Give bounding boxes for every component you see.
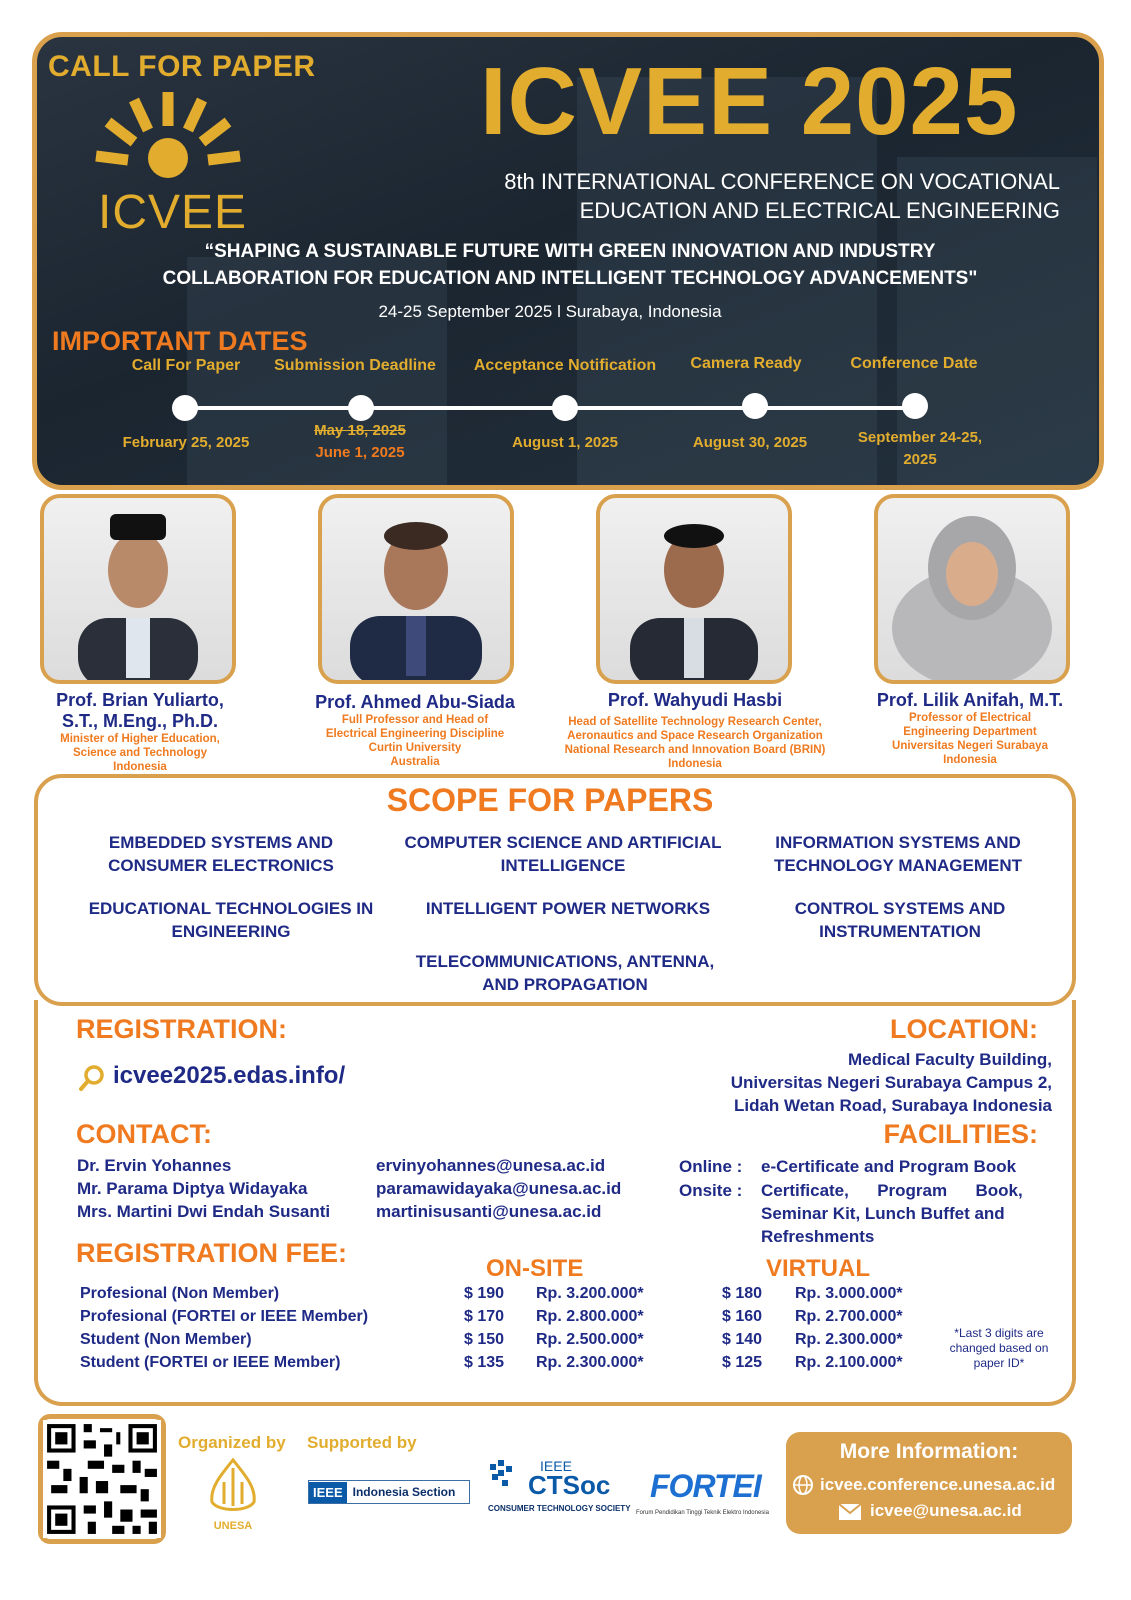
scope-item [390, 831, 736, 877]
contact-name: Mr. Parama Diptya Widayaka [77, 1179, 308, 1198]
fee-value: $ 190 [464, 1285, 505, 1302]
ctsoc-logo-icon [488, 1458, 528, 1494]
speaker-photo [40, 494, 236, 684]
scope-item-line: EDUCATIONAL TECHNOLOGIES IN [88, 899, 374, 918]
timeline-date-line: 2025 [903, 451, 937, 468]
speaker-name: Prof. Ahmed Abu-Siada [315, 692, 515, 712]
speaker-name: Prof. Brian Yuliarto, [56, 690, 224, 710]
speaker-role: Aeronautics and Space Research Organization [567, 730, 823, 742]
timeline-date: February 25, 2025 [122, 434, 250, 451]
speaker-role: Science and Technology [73, 747, 207, 759]
theme-line: “SHAPING A SUSTAINABLE FUTURE WITH GREEN INNOVATION AND INDUSTRY [204, 241, 936, 262]
scope-item-line: INFORMATION SYSTEMS AND [775, 833, 1021, 852]
scope-item-line: CONSUMER ELECTRONICS [108, 856, 334, 875]
important-dates-heading: IMPORTANT DATES [52, 326, 308, 356]
address-line: Lidah Wetan Road, Surabaya Indonesia [733, 1096, 1052, 1115]
fee-note-line: paper ID* [973, 1356, 1025, 1370]
facility-line: Certificate, Program Book, [761, 1181, 1023, 1200]
ieee-mark: IEEE [309, 1482, 347, 1503]
website-link[interactable]: icvee.conference.unesa.ac.id [820, 1475, 1056, 1494]
fee-value: $ 135 [464, 1354, 505, 1371]
timeline-label: Camera Ready [690, 355, 802, 372]
fee-virtual-usd [722, 1282, 762, 1374]
fee-category: Profesional (FORTEI or IEEE Member) [80, 1308, 369, 1325]
facility-online-value: e-Certificate and Program Book [761, 1157, 1017, 1176]
speaker-role: Electrical Engineering Discipline [325, 728, 505, 740]
speaker-role: Indonesia [943, 754, 997, 766]
scope-item [66, 897, 396, 943]
icvee-logo-text: ICVEE [98, 186, 248, 239]
timeline-date-line: September 24-25, [857, 429, 983, 446]
contact-emails [376, 1154, 621, 1223]
facility-line: Seminar Kit, Lunch Buffet and [761, 1204, 1005, 1223]
scope-item [735, 897, 1065, 943]
timeline-label: Conference Date [850, 355, 978, 372]
fee-value: Rp. 2.500.000* [536, 1331, 644, 1348]
onsite-heading: ON-SITE [486, 1255, 584, 1282]
fee-virtual-idr [795, 1282, 903, 1374]
facility-line: Refreshments [761, 1227, 875, 1246]
ctsoc-name: CTSoc [528, 1470, 611, 1500]
speaker-role: Professor of Electrical [908, 712, 1032, 724]
timeline-date: August 30, 2025 [692, 434, 808, 451]
fee-category: Student (Non Member) [80, 1331, 252, 1348]
facility-onsite-value [761, 1179, 1053, 1248]
organized-by-label: Organized by [178, 1433, 286, 1452]
speaker-role: Curtin University [368, 742, 462, 754]
contact-email[interactable]: martinisusanti@unesa.ac.id [376, 1202, 602, 1221]
contact-name: Mrs. Martini Dwi Endah Susanti [77, 1202, 331, 1221]
unesa-logo-icon [200, 1456, 266, 1518]
fee-note-line: *Last 3 digits are [954, 1326, 1044, 1340]
speaker-role: Universitas Negeri Surabaya [892, 740, 1048, 752]
speaker-role: Indonesia [113, 761, 167, 773]
fee-value: Rp. 2.800.000* [536, 1308, 644, 1325]
unesa-logo-text: UNESA [213, 1520, 253, 1532]
scope-item-line: AND PROPAGATION [482, 975, 648, 994]
call-for-paper: CALL FOR PAPER [48, 50, 316, 83]
subtitle-line: EDUCATION AND ELECTRICAL ENGINEERING [579, 198, 1060, 223]
timeline-date-old: May 18, 2025 [314, 422, 406, 439]
search-icon [78, 1064, 106, 1092]
speaker-role: Head of Satellite Technology Research Center, [568, 716, 822, 728]
registration-link[interactable]: icvee2025.edas.info/ [113, 1062, 346, 1089]
speaker-card [290, 692, 540, 769]
facility-onsite-label: Onsite : [679, 1181, 743, 1200]
ctsoc-subtitle: CONSUMER TECHNOLOGY SOCIETY [488, 1504, 631, 1513]
fortei-logo: FORTEI [650, 1468, 761, 1504]
scope-item-line: EMBEDDED SYSTEMS AND [108, 833, 334, 852]
contact-heading: CONTACT: [76, 1119, 212, 1149]
fee-value: $ 170 [464, 1308, 505, 1325]
speaker-role: Australia [390, 756, 440, 768]
date-location: 24-25 September 2025 l Surabaya, Indonesia [378, 302, 722, 321]
scope-item-line: COMPUTER SCIENCE AND ARTIFICIAL [404, 833, 722, 852]
scope-item-line: TELECOMMUNICATIONS, ANTENNA, [415, 952, 715, 971]
timeline-date: August 1, 2025 [512, 434, 618, 451]
timeline-label: Call For Paper [131, 357, 241, 374]
timeline-line [185, 406, 915, 410]
fee-onsite-usd [464, 1282, 504, 1374]
fee-value: Rp. 2.300.000* [795, 1331, 903, 1348]
scope-item-line: INSTRUMENTATION [819, 922, 981, 941]
fee-value: Rp. 2.300.000* [536, 1354, 644, 1371]
conference-subtitle [420, 167, 1060, 225]
qr-code-icon [43, 1419, 161, 1539]
timeline-date-new: June 1, 2025 [315, 444, 405, 461]
speaker-silhouette-icon [322, 498, 510, 680]
fee-note [936, 1326, 1062, 1371]
registration-fee-heading: REGISTRATION FEE: [76, 1238, 348, 1268]
theme-line: COLLABORATION FOR EDUCATION AND INTELLIGENT TECHNOLOGY ADVANCEMENTS" [162, 268, 978, 289]
scope-title: SCOPE FOR PAPERS [386, 782, 714, 818]
timeline-label: Submission Deadline [274, 357, 436, 374]
contact-name: Dr. Ervin Yohannes [77, 1156, 232, 1175]
icvee-sun-logo-icon [90, 88, 250, 192]
virtual-heading: VIRTUAL [766, 1255, 870, 1282]
globe-icon [792, 1474, 814, 1496]
fee-value: $ 140 [722, 1331, 763, 1348]
timeline-dot [902, 393, 928, 419]
speaker-role: Minister of Higher Education, [60, 733, 220, 745]
contact-email[interactable]: ervinyohannes@unesa.ac.id [376, 1156, 606, 1175]
speaker-silhouette-icon [44, 498, 232, 680]
speaker-card [20, 690, 260, 774]
location-heading: LOCATION: [890, 1014, 1038, 1044]
qr-code[interactable] [38, 1414, 166, 1544]
email-icon [838, 1503, 862, 1521]
supported-by-label: Supported by [307, 1433, 417, 1452]
speaker-role: Full Professor and Head of [341, 714, 489, 726]
registration-heading: REGISTRATION: [76, 1014, 287, 1044]
timeline-dot [552, 395, 578, 421]
fee-value: $ 125 [722, 1354, 763, 1371]
facility-online-label: Online : [679, 1157, 743, 1176]
speaker-role: Engineering Department [903, 726, 1037, 738]
timeline-label: Acceptance Notification [473, 357, 657, 374]
contact-names [77, 1154, 330, 1223]
speaker-name: S.T., M.Eng., Ph.D. [61, 711, 218, 731]
speaker-photo [874, 494, 1070, 684]
timeline-dot [348, 395, 374, 421]
scope-item [400, 950, 730, 996]
speaker-role: National Research and Innovation Board (BRIN) [564, 744, 826, 756]
email-link[interactable]: icvee@unesa.ac.id [870, 1501, 1022, 1520]
location-address [660, 1048, 1052, 1117]
timeline-date [250, 420, 470, 464]
scope-item-line: ENGINEERING [171, 922, 291, 941]
contact-email[interactable]: paramawidayaka@unesa.ac.id [376, 1179, 622, 1198]
fee-value: $ 150 [464, 1331, 505, 1348]
fee-value: Rp. 2.100.000* [795, 1354, 903, 1371]
fee-categories [80, 1282, 368, 1374]
more-info-heading: More Information: [839, 1440, 1019, 1463]
fee-note-line: changed based on [949, 1341, 1049, 1355]
subtitle-line: 8th INTERNATIONAL CONFERENCE ON VOCATIONAL [504, 169, 1060, 194]
page-title: ICVEE 2025 [480, 48, 1019, 155]
fee-value: Rp. 3.000.000* [795, 1285, 903, 1302]
ctsoc-ieee: IEEE [540, 1458, 572, 1474]
speaker-silhouette-icon [878, 498, 1066, 680]
ieee-section-text: Indonesia Section [352, 1485, 456, 1499]
speaker-name: Prof. Lilik Anifah, M.T. [876, 690, 1064, 710]
speaker-silhouette-icon [600, 498, 788, 680]
ieee-indonesia-logo [308, 1480, 470, 1504]
scope-item-line: INTELLIGENT POWER NETWORKS [425, 899, 711, 918]
scope-item-line: INTELLIGENCE [500, 856, 626, 875]
fee-value: Rp. 2.700.000* [795, 1308, 903, 1325]
timeline-date [810, 427, 1030, 471]
scope-item-line: TECHNOLOGY MANAGEMENT [773, 856, 1023, 875]
fee-onsite-idr [536, 1282, 644, 1374]
speaker-name: Prof. Wahyudi Hasbi [607, 690, 783, 710]
conference-theme [60, 238, 1080, 292]
facilities-heading: FACILITIES: [883, 1119, 1038, 1149]
fee-value: $ 180 [722, 1285, 763, 1302]
fee-category: Profesional (Non Member) [80, 1285, 280, 1302]
speaker-card [550, 690, 840, 771]
scope-item-line: CONTROL SYSTEMS AND [794, 899, 1006, 918]
scope-item [733, 831, 1063, 877]
address-line: Universitas Negeri Surabaya Campus 2, [730, 1073, 1052, 1092]
fee-value: Rp. 3.200.000* [536, 1285, 644, 1302]
speaker-role: Indonesia [668, 758, 722, 770]
speaker-photo [318, 494, 514, 684]
scope-item [56, 831, 386, 877]
fee-value: $ 160 [722, 1308, 763, 1325]
timeline-dot [742, 393, 768, 419]
fortei-subtitle: Forum Pendidikan Tinggi Teknik Elektro Indonesia [636, 1510, 769, 1516]
timeline-dot [172, 395, 198, 421]
speaker-photo [596, 494, 792, 684]
fee-category: Student (FORTEI or IEEE Member) [80, 1354, 341, 1371]
scope-item [403, 897, 733, 920]
address-line: Medical Faculty Building, [847, 1050, 1052, 1069]
speaker-card [850, 690, 1090, 767]
